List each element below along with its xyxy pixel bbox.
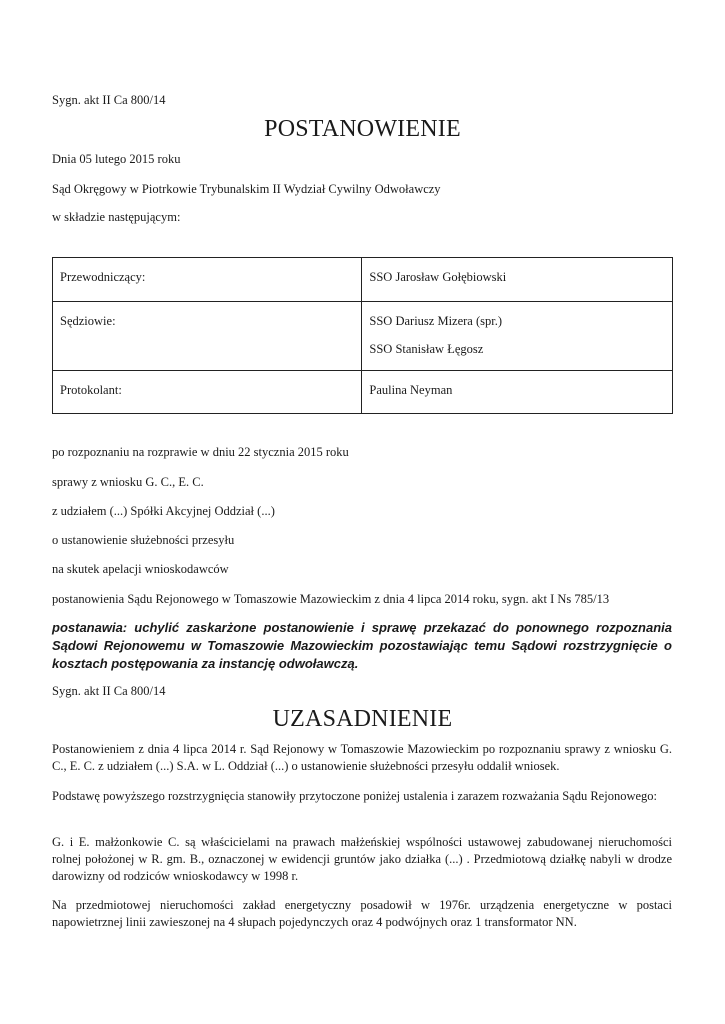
justification-paragraph-3: G. i E. małżonkowie C. są właścicielami na prawach małżeńskiej wspólności ustawowej zabudowanej nieruchomości rolnej położonej w R. gm. B., oznaczonej w ewidencji gruntów jako działka (...) . Przedmiotową działkę nabyli w drodze darowizny od rodziców wnioskodawcy w 1998 r.	[52, 835, 672, 883]
justification-paragraph-1: Postanowieniem z dnia 4 lipca 2014 r. Sąd Rejonowy w Tomaszowie Mazowieckim po rozpoznaniu sprawy z wniosku G. C., E. C. z udziałem (...) S.A. w L. Oddział (...) o ustanowienie służebności przesyłu oddalił wniosek.	[52, 742, 672, 773]
clerk-label: Protokolant:	[53, 371, 362, 414]
clerk-name: Paulina Neyman	[362, 371, 673, 414]
proceedings-line-3: z udziałem (...) Spółki Akcyjnej Oddział (...)	[52, 504, 275, 518]
decision-date: Dnia 05 lutego 2015 roku	[52, 152, 181, 166]
composition-row-judges	[53, 302, 673, 371]
proceedings-line-1: po rozpoznaniu na rozprawie w dniu 22 stycznia 2015 roku	[52, 445, 349, 459]
judge-2: SSO Stanisław Łęgosz	[369, 342, 484, 356]
decision-body: uchylić zaskarżone postanowienie i sprawę przekazać do ponownego rozpoznania Sądowi Rejonowemu w Tomaszowie Mazowieckim pozostawiając temu Sądowi rozstrzygnięcie o kosztach postępowania za instancję odwoławczą.	[52, 620, 672, 671]
case-signature-justification: Sygn. akt II Ca 800/14	[52, 684, 166, 698]
proceedings-line-5: na skutek apelacji wnioskodawców	[52, 562, 229, 576]
composition-row-clerk	[53, 371, 673, 414]
court-name: Sąd Okręgowy w Piotrkowie Trybunalskim II Wydział Cywilny Odwoławczy	[52, 182, 441, 196]
presiding-judge: SSO Jarosław Gołębiowski	[362, 258, 673, 302]
judges-cell	[362, 302, 673, 371]
proceedings-line-4: o ustanowienie służebności przesyłu	[52, 533, 235, 547]
composition-row-presiding	[53, 258, 673, 302]
decision-lead: postanawia:	[52, 620, 128, 635]
decision-text	[52, 619, 672, 673]
proceedings-line-6: postanowienia Sądu Rejonowego w Tomaszowie Mazowieckim z dnia 4 lipca 2014 roku, sygn. akt I Ns 785/13	[52, 592, 610, 606]
judge-1: SSO Dariusz Mizera (spr.)	[369, 314, 503, 328]
case-signature-top: Sygn. akt II Ca 800/14	[52, 93, 166, 107]
composition-intro: w składzie następującym:	[52, 210, 181, 224]
document-title: POSTANOWIENIE	[264, 116, 461, 142]
justification-title: UZASADNIENIE	[272, 706, 453, 732]
judges-label: Sędziowie:	[53, 302, 362, 371]
justification-paragraph-4: Na przedmiotowej nieruchomości zakład energetyczny posadowił w 1976r. urządzenia energetyczne w postaci napowietrznej linii zawieszonej na 4 słupach pojedynczych oraz 4 podwójnych oraz 1 transformator NN.	[52, 898, 672, 929]
presiding-label: Przewodniczący:	[53, 258, 362, 302]
composition-table	[52, 257, 673, 414]
proceedings-line-2: sprawy z wniosku G. C., E. C.	[52, 475, 204, 489]
justification-paragraph-2: Podstawę powyższego rozstrzygnięcia stanowiły przytoczone poniżej ustalenia i zarazem rozważania Sądu Rejonowego:	[52, 789, 657, 803]
